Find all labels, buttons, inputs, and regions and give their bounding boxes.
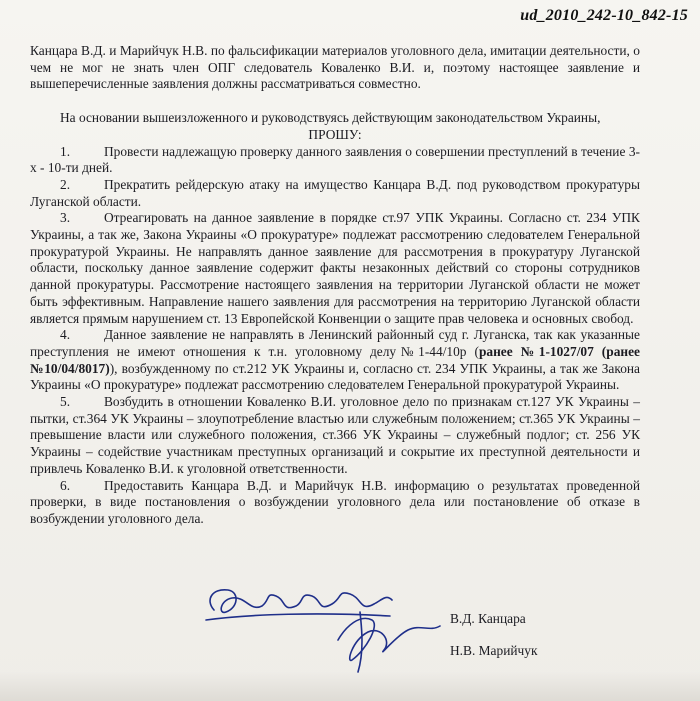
item-text: Предоставить Канцара В.Д. и Марийчук Н.В. информацию о результатах проведенной проверки, в виде постановления о возбуждении уголовного дела или постановление об отказе в возбуждении уголовного дела. [30, 477, 640, 526]
item-number: 1. [60, 143, 71, 159]
request-item-4 [30, 327, 640, 394]
scan-edge-shadow [0, 671, 700, 701]
request-item-6 [30, 478, 640, 528]
signature-1 [210, 590, 392, 613]
item-text: Возбудить в отношении Коваленко В.И. уголовное дело по признакам ст.127 УК Украины – пытки, ст.364 УК Украины – злоупотребление властью или служебным положением; ст.365 УК Украины – превышение власти или служебного положения, ст.366 УК Украины – служебный подлог; ст. 256 УК Украины – содействие участникам преступных организаций и сокрытие их преступной деятельности и привлечь Коваленко В.И. к уголовной ответственности. [30, 394, 640, 476]
item-number: 6. [60, 477, 71, 493]
case-reference: ранее №1-1027/07 (ранее №10/04/8017) [30, 343, 640, 376]
item-text: Прекратить рейдерскую атаку на имущество Канцара В.Д. под руководством прокуратуры Луганской области. [30, 176, 640, 209]
signatory-name-2: Н.В. Марийчук [450, 643, 538, 658]
document-id: ud_2010_242-10_842-15 [520, 7, 688, 24]
item-number: 4. [60, 327, 71, 343]
basis-paragraph: На основании вышеизложенного и руководствуясь действующим законодательством Украины, [60, 110, 601, 126]
item-text-cont: ), возбужденному по ст.212 УК Украины и, согласно ст. 234 УПК Украины, а так же Закона Украины «О прокуратуре» подлежат рассмотрению следователем Генеральной прокуратурой Украины. [30, 360, 640, 393]
item-number: 2. [60, 176, 71, 192]
request-item-1 [30, 144, 640, 177]
intro-paragraph: Канцара В.Д. и Марийчук Н.В. по фальсификации материалов уголовного дела, имитации деятельности, о чем не мог не знать член ОПГ следователь Коваленко В.И. и, поэтому настоящее заявление и вышеперечисленные заявления должны рассматриваться совместно. [30, 43, 640, 92]
item-number: 5. [60, 394, 71, 410]
signature-2 [338, 618, 440, 660]
item-text: Отреагировать на данное заявление в порядке ст.97 УПК Украины. Согласно ст. 234 УПК Украины, а так же, Закона Украины «О прокуратуре» подлежат рассмотрению следователем Генеральной прокуратурой Украины. Не направлять данное заявление для рассмотрения в прокуратуру Луганской области, поскольку данное заявление содержит факты незаконных действий со стороны сотрудников данной прокуратуры. Рассмотрение настоящего заявления на территории Луганской области не может быть эффективным. Направление нашего заявления для рассмотрения на территорию Луганской области является прямым нарушением ст. 13 Европейской Конвенции о защите прав человека и основных свобод. [30, 210, 640, 326]
request-title: ПРОШУ: [308, 126, 362, 142]
request-item-3 [30, 210, 640, 327]
item-text: Провести надлежащую проверку данного заявления о совершении преступлений в течение 3-х - 10-ти дней. [30, 143, 640, 176]
item-text: Данное заявление не направлять в Ленинский районный суд г. Луганска, так как указанные преступления не имеют отношения к т.н. уголовному делу№1-44/10р ( [30, 327, 640, 359]
request-item-5 [30, 394, 640, 478]
document-body [30, 43, 640, 528]
signatory-name-1: В.Д. Канцара [450, 611, 526, 626]
request-item-2 [30, 177, 640, 210]
item-number: 3. [60, 210, 71, 226]
